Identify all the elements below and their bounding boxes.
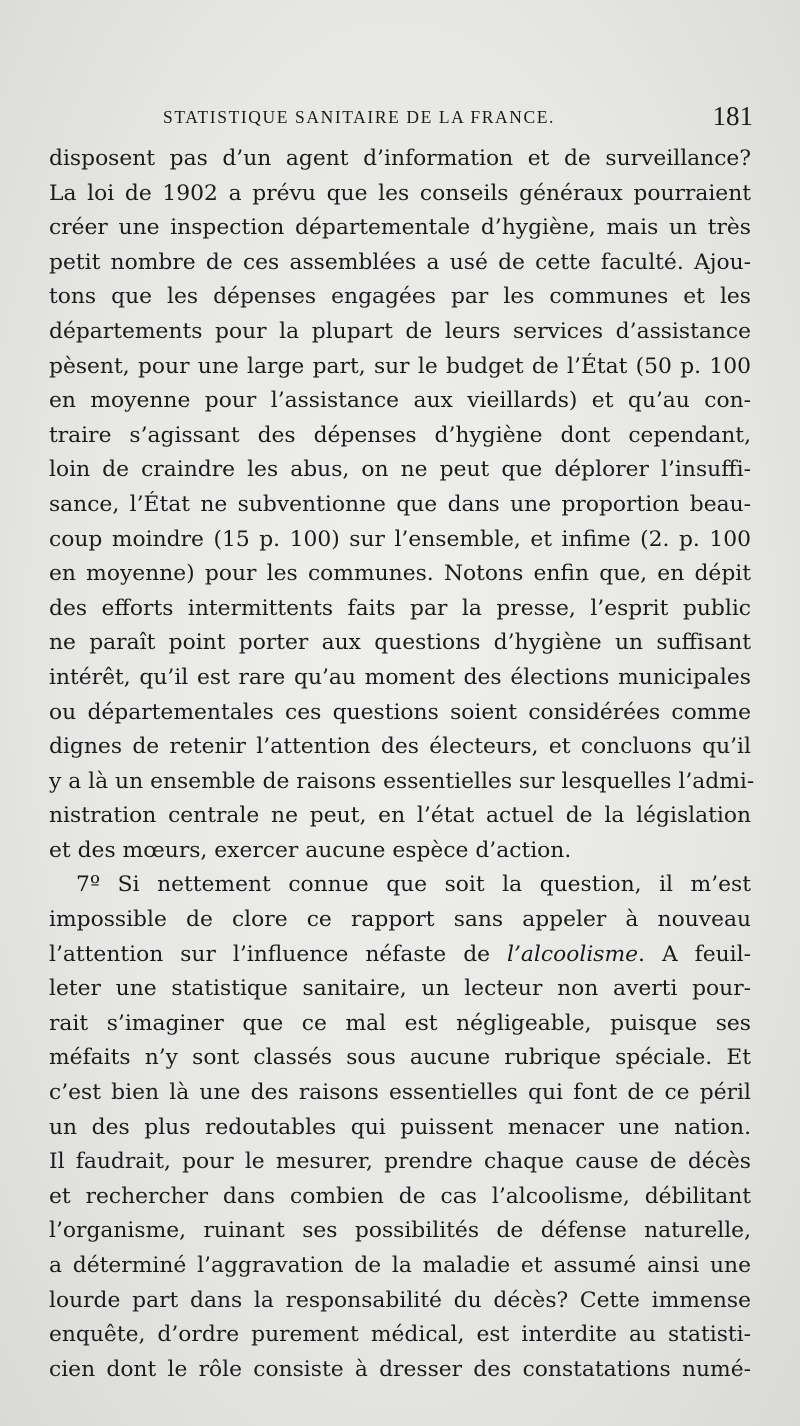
- text-line: méfaits n’y sont classés sous aucune rubrique spéciale. Et: [49, 1045, 751, 1071]
- text-line: et rechercher dans combien de cas l’alcoolisme, débilitant: [49, 1183, 751, 1209]
- text-line: cien dont le rôle consiste à dresser des constatations numé-: [49, 1356, 751, 1382]
- page-number: 181: [712, 101, 753, 131]
- text-line: sance, l’État ne subventionne que dans une proportion beau-: [49, 491, 751, 517]
- text-line: et des mœurs, exercer aucune espèce d’action.: [49, 837, 572, 863]
- page-header: [163, 103, 753, 133]
- running-head: STATISTIQUE SANITAIRE DE LA FRANCE.: [163, 107, 556, 127]
- text-line: petit nombre de ces assemblées a usé de cette faculté. Ajou-: [49, 249, 751, 275]
- text-line: impossible de clore ce rapport sans appeler à nouveau: [49, 907, 751, 933]
- text-line-with-emphasis: [49, 938, 751, 973]
- paragraph-2: [49, 868, 751, 1387]
- text-line: traire s’agissant des dépenses d’hygiène dont cependant,: [49, 422, 751, 448]
- text-line: La loi de 1902 a prévu que les conseils généraux pourraient: [49, 180, 751, 206]
- emphasis-alcoolisme: l’alcoolisme: [507, 941, 639, 967]
- body-text: [49, 142, 755, 1387]
- text-line: un des plus redoutables qui puissent menacer une nation.: [49, 1114, 751, 1140]
- text-line: coup moindre (15 p. 100) sur l’ensemble, et infime (2. p. 100: [49, 526, 751, 552]
- text-line: en moyenne pour l’assistance aux vieillards) et qu’au con-: [49, 388, 751, 414]
- text-line: intérêt, qu’il est rare qu’au moment des élections municipales: [49, 664, 751, 690]
- text-line: tons que les dépenses engagées par les communes et les: [49, 284, 751, 310]
- text-line: ne paraît point porter aux questions d’hygiène un suffisant: [49, 630, 751, 656]
- text-line: créer une inspection départementale d’hygiène, mais un très: [49, 215, 751, 241]
- text-line: l’organisme, ruinant ses possibilités de défense naturelle,: [49, 1218, 751, 1244]
- text-line: départements pour la plupart de leurs services d’assistance: [49, 318, 751, 344]
- text-segment: l’attention sur l’influence néfaste de: [49, 941, 508, 967]
- text-line: enquête, d’ordre purement médical, est interdite au statisti-: [49, 1322, 751, 1348]
- text-line: ou départementales ces questions soient considérées comme: [49, 699, 751, 725]
- text-line: nistration centrale ne peut, en l’état actuel de la législation: [49, 803, 751, 829]
- text-segment: . A feuil-: [638, 941, 751, 967]
- text-line: disposent pas d’un agent d’information et de surveillance?: [49, 146, 751, 171]
- text-line: en moyenne) pour les communes. Notons enfin que, en dépit: [49, 561, 751, 587]
- text-line: des efforts intermittents faits par la presse, l’esprit public: [49, 595, 751, 621]
- text-line: a déterminé l’aggravation de la maladie et assumé ainsi une: [49, 1253, 751, 1278]
- text-line: dignes de retenir l’attention des électeurs, et concluons qu’il: [49, 734, 751, 760]
- text-line: Il faudrait, pour le mesurer, prendre chaque cause de décès: [49, 1149, 751, 1175]
- text-line: c’est bien là une des raisons essentielles qui font de ce péril: [49, 1080, 751, 1106]
- text-line: y a là un ensemble de raisons essentielles sur lesquelles l’admi-: [49, 768, 755, 794]
- text-line: lourde part dans la responsabilité du décès? Cette immense: [49, 1287, 751, 1313]
- text-line: leter une statistique sanitaire, un lecteur non averti pour-: [49, 976, 751, 1002]
- paragraph-1: [49, 142, 755, 868]
- text-line: 7º Si nettement connue que soit la question, il m’est: [76, 872, 751, 898]
- text-line: pèsent, pour une large part, sur le budget de l’État (50 p. 100: [49, 353, 751, 379]
- text-line: rait s’imaginer que ce mal est négligeable, puisque ses: [49, 1010, 751, 1036]
- text-line: loin de craindre les abus, on ne peut que déplorer l’insuffi-: [49, 457, 751, 483]
